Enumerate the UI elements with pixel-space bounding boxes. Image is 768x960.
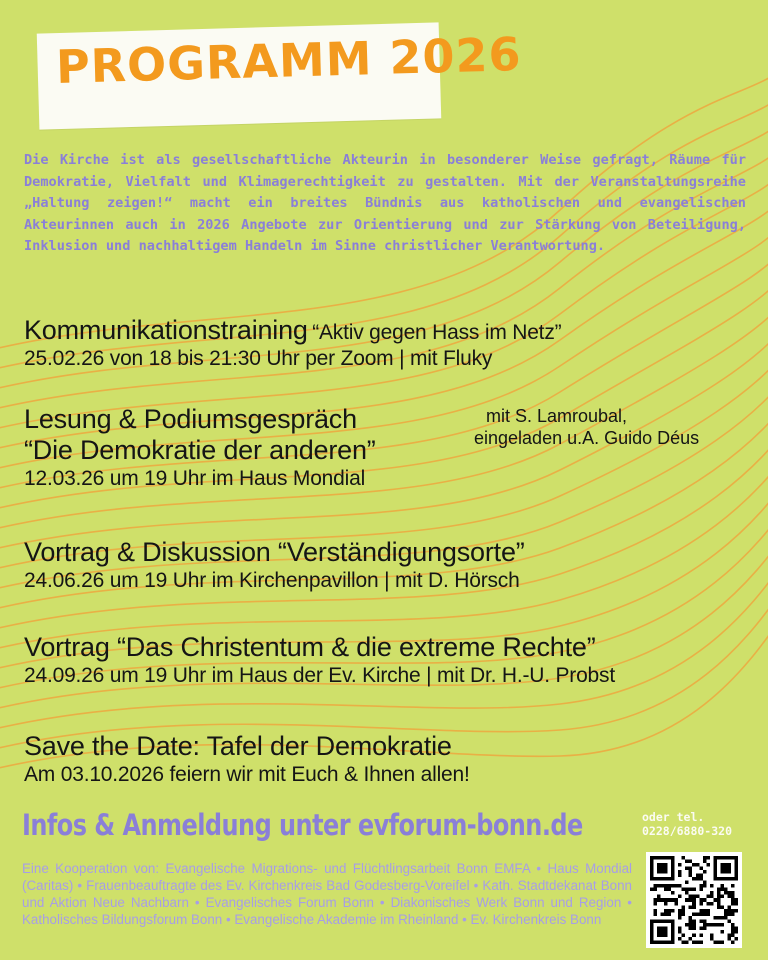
qr-module (654, 909, 658, 913)
qr-module (710, 937, 714, 941)
qr-module (664, 888, 668, 892)
qr-module (731, 940, 735, 944)
qr-module (717, 923, 721, 927)
event-3-details: 24.06.26 um 19 Uhr im Kirchenpavillon | mit D. Hörsch (24, 569, 520, 592)
qr-module (692, 912, 696, 916)
qr-module (696, 863, 700, 867)
qr-module (689, 874, 693, 878)
qr-module (664, 909, 668, 913)
qr-module (710, 891, 714, 895)
qr-module (706, 902, 710, 906)
qr-module (685, 923, 689, 927)
qr-module (727, 937, 731, 941)
page-title: PROGRAMM 2026 (55, 27, 523, 94)
qr-module (734, 909, 738, 913)
qr-module (682, 888, 686, 892)
qr-module (703, 898, 707, 902)
qr-module (696, 912, 700, 916)
event-3-heading: Vortrag & Diskussion “Verständigungsorte” (24, 537, 525, 567)
qr-module (692, 863, 696, 867)
qr-module (706, 912, 710, 916)
qr-module (717, 895, 721, 899)
qr-module (682, 905, 686, 909)
qr-module (692, 940, 696, 944)
qr-module (710, 895, 714, 899)
qr-module (731, 930, 735, 934)
qr-module (685, 888, 689, 892)
qr-module (717, 898, 721, 902)
qr-module (731, 902, 735, 906)
qr-module (692, 895, 696, 899)
qr-module (696, 874, 700, 878)
qr-module (668, 912, 672, 916)
qr-module (678, 870, 682, 874)
qr-module (731, 926, 735, 930)
qr-module (727, 933, 731, 937)
qr-module (717, 891, 721, 895)
qr-module (717, 902, 721, 906)
qr-module (703, 884, 707, 888)
event-4 (24, 632, 615, 689)
qr-module (689, 923, 693, 927)
event-4-details: 24.09.26 um 19 Uhr im Haus der Ev. Kirche | mit Dr. H.-U. Probst (24, 664, 615, 687)
event-5-heading: Save the Date: Tafel der Demokratie (24, 731, 452, 761)
qr-module (703, 919, 707, 923)
qr-module (720, 888, 724, 892)
qr-module (692, 926, 696, 930)
qr-module (731, 898, 735, 902)
qr-module (689, 867, 693, 871)
qr-module (710, 933, 714, 937)
qr-module (692, 919, 696, 923)
event-2-title: “Die Demokratie der anderen” (24, 435, 376, 465)
qr-module (706, 923, 710, 927)
qr-module (678, 926, 682, 930)
qr-module (699, 902, 703, 906)
qr-module (678, 912, 682, 916)
qr-module (731, 909, 735, 913)
qr-module (685, 891, 689, 895)
qr-module (692, 877, 696, 881)
qr-module (682, 912, 686, 916)
qr-module (671, 884, 675, 888)
qr-module (717, 940, 721, 944)
qr-module (664, 902, 668, 906)
event-2-guest-line-1: mit S. Lamroubal, (486, 406, 628, 426)
qr-module (706, 909, 710, 913)
event-2-guests (474, 405, 699, 449)
cooperation-partners: Eine Kooperation von: Evangelische Migrations- und Flüchtlingsarbeit Bonn EMFA • Haus Mondial (Caritas) • Frauenbeauftragte des Ev. Kirchenkreis Bad Godesberg-Voreifel • Kath. Stadtdekanat Bonn und Aktion Neue Nachbarn • Evangelisches Forum Bonn • Diakonisches Werk Bonn und Region • Katholisches Bildungsforum Bonn • Evangelische Akademie im Rheinland • Ev. Kirchenkreis Bonn (22, 861, 632, 927)
qr-module (713, 923, 717, 927)
qr-module (678, 916, 682, 920)
qr-module (689, 860, 693, 864)
qr-module (678, 930, 682, 934)
qr-module (675, 902, 679, 906)
qr-module (682, 909, 686, 913)
qr-module (671, 891, 675, 895)
qr-module (720, 884, 724, 888)
event-2 (24, 404, 376, 492)
qr-module (689, 919, 693, 923)
qr-module (699, 912, 703, 916)
event-5-details: Am 03.10.2026 feiern wir mit Euch & Ihnen allen! (24, 763, 470, 786)
event-2-guest-line-2: eingeladen u.A. Guido Déus (474, 428, 700, 448)
qr-module (661, 898, 665, 902)
qr-module (724, 888, 728, 892)
qr-module (713, 916, 717, 920)
qr-module (731, 884, 735, 888)
qr-module (699, 888, 703, 892)
event-2-details: 12.03.26 um 19 Uhr im Haus Mondial (24, 467, 366, 490)
qr-module (696, 895, 700, 899)
event-1-subtitle: “Aktiv gegen Hass im Netz” (312, 321, 562, 344)
qr-module (720, 930, 724, 934)
qr-module (710, 902, 714, 906)
qr-module (682, 940, 686, 944)
qr-module (703, 860, 707, 864)
qr-module (678, 874, 682, 878)
qr-module (678, 909, 682, 913)
qr-module (703, 856, 707, 860)
qr-module (734, 902, 738, 906)
event-1-details: 25.02.26 von 18 bis 21:30 Uhr per Zoom | mit Fluky (24, 347, 493, 370)
qr-code[interactable] (646, 852, 742, 948)
qr-module (717, 888, 721, 892)
qr-module (671, 898, 675, 902)
qr-module (668, 884, 672, 888)
qr-module (692, 898, 696, 902)
qr-module (717, 905, 721, 909)
qr-module (654, 898, 658, 902)
qr-module (720, 895, 724, 899)
qr-module (699, 884, 703, 888)
qr-module (678, 884, 682, 888)
qr-module (713, 898, 717, 902)
qr-module (678, 895, 682, 899)
qr-module (703, 926, 707, 930)
qr-module (664, 884, 668, 888)
qr-module (720, 863, 731, 874)
qr-module (727, 895, 731, 899)
qr-module (685, 898, 689, 902)
qr-module (720, 905, 724, 909)
qr-module (685, 881, 689, 885)
qr-module (689, 895, 693, 899)
qr-module (731, 895, 735, 899)
qr-module (678, 937, 682, 941)
qr-module (724, 912, 728, 916)
qr-module (699, 867, 703, 871)
qr-module (703, 870, 707, 874)
qr-module (689, 870, 693, 874)
qr-module (724, 916, 728, 920)
qr-module (682, 856, 686, 860)
qr-module (703, 909, 707, 913)
qr-module (657, 926, 668, 937)
qr-module (657, 863, 668, 874)
qr-module (734, 926, 738, 930)
event-3 (24, 537, 525, 594)
qr-module (689, 926, 693, 930)
qr-module (727, 912, 731, 916)
qr-module (710, 923, 714, 927)
qr-module (699, 909, 703, 913)
phone-number: 0228/6880-320 (642, 824, 733, 838)
event-4-heading: Vortrag “Das Christentum & die extreme Rechte” (24, 632, 596, 662)
registration-link-text[interactable]: Infos & Anmeldung unter evforum-bonn.de (22, 808, 583, 842)
qr-module (731, 933, 735, 937)
event-5 (24, 731, 470, 788)
qr-module (699, 874, 703, 878)
qr-module (661, 912, 665, 916)
qr-module (678, 863, 682, 867)
qr-module (668, 898, 672, 902)
qr-module (675, 898, 679, 902)
qr-module (661, 884, 665, 888)
phone-info (642, 810, 732, 838)
qr-module (720, 916, 724, 920)
qr-module (703, 923, 707, 927)
qr-module (657, 898, 661, 902)
qr-module (654, 884, 658, 888)
qr-module (710, 884, 714, 888)
qr-module (699, 926, 703, 930)
qr-module (696, 877, 700, 881)
qr-module (654, 888, 658, 892)
qr-module (668, 888, 672, 892)
qr-module (689, 898, 693, 902)
qr-module (654, 902, 658, 906)
qr-module (731, 923, 735, 927)
qr-module (689, 916, 693, 920)
qr-module (689, 937, 693, 941)
qr-module (699, 919, 703, 923)
qr-module (692, 923, 696, 927)
qr-module (734, 930, 738, 934)
qr-module (731, 891, 735, 895)
qr-module (720, 940, 724, 944)
qr-module (671, 909, 675, 913)
phone-label: oder tel. (642, 810, 705, 824)
qr-module (699, 933, 703, 937)
qr-module (692, 902, 696, 906)
qr-module (692, 933, 696, 937)
qr-module (724, 891, 728, 895)
event-2-heading: Lesung & Podiumsgespräch (24, 404, 357, 434)
qr-module (650, 888, 654, 892)
intro-paragraph: Die Kirche ist als gesellschaftliche Akteurin in besonderer Weise gefragt, Räume für Demokratie, Vielfalt und Klimagerechtigkeit zu gestalten. Mit der Veranstaltungsreihe „Haltung zeigen!“ macht ein breites Bündnis aus katholischen und evangelischen Akteurinnen auch in 2026 Angebote zur Orientierung und zur Stärkung von Beteiligung, Inklusion und nachhaltigem Handeln im Sinne christlicher Verantwortung. (24, 152, 746, 254)
qr-module (685, 867, 689, 871)
qr-module (703, 881, 707, 885)
qr-module (724, 909, 728, 913)
qr-module (699, 877, 703, 881)
qr-module (720, 923, 724, 927)
qr-module (731, 912, 735, 916)
event-1 (24, 315, 561, 372)
qr-module (668, 909, 672, 913)
qr-module (664, 898, 668, 902)
qr-module (675, 884, 679, 888)
event-1-heading: Kommunikationstraining (24, 315, 308, 345)
qr-module (685, 940, 689, 944)
qr-module (699, 940, 703, 944)
qr-module (734, 937, 738, 941)
qr-module (727, 891, 731, 895)
qr-module (657, 884, 661, 888)
qr-module (689, 905, 693, 909)
qr-module (717, 916, 721, 920)
qr-module (699, 898, 703, 902)
qr-module (682, 933, 686, 937)
qr-module (657, 895, 661, 899)
qr-code-pattern (650, 856, 738, 944)
qr-module (734, 898, 738, 902)
qr-module (706, 863, 710, 867)
qr-module (727, 909, 731, 913)
qr-module (664, 912, 668, 916)
qr-module (713, 940, 717, 944)
qr-module (727, 919, 731, 923)
qr-module (706, 895, 710, 899)
qr-module (703, 912, 707, 916)
qr-module (706, 856, 710, 860)
qr-module (696, 940, 700, 944)
qr-module (654, 912, 658, 916)
qr-module (685, 860, 689, 864)
qr-module (727, 905, 731, 909)
qr-module (689, 888, 693, 892)
qr-module (692, 888, 696, 892)
qr-module (692, 905, 696, 909)
